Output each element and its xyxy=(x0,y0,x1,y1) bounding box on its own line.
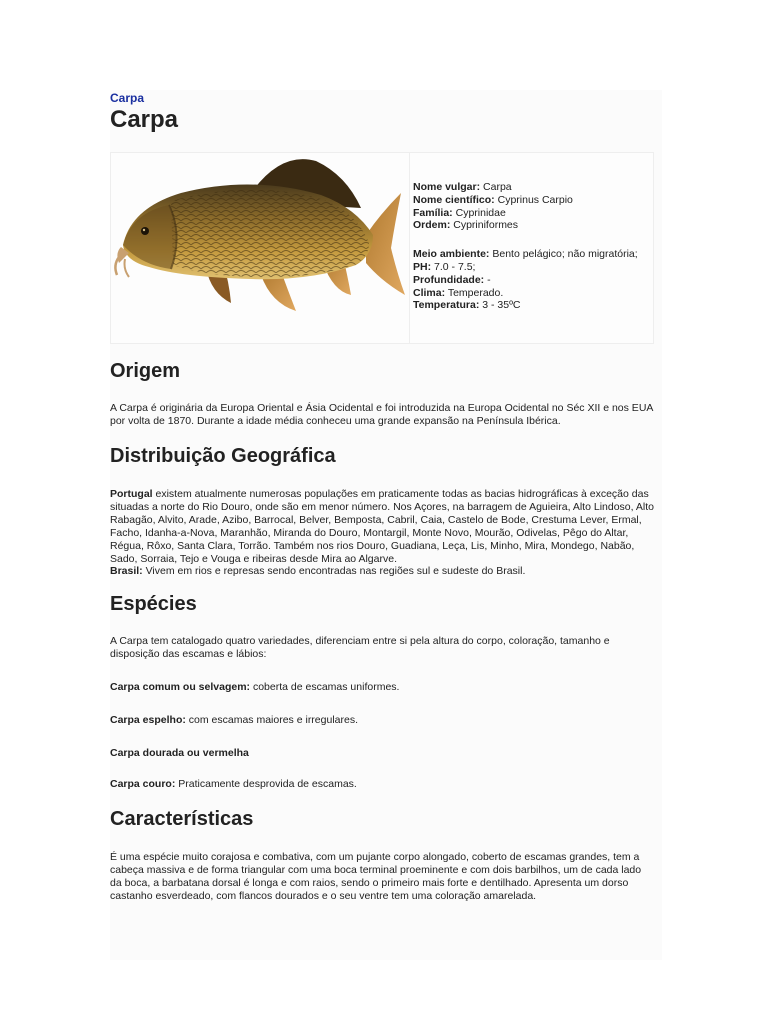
fact-row xyxy=(413,274,653,287)
fact-value: 7.0 - 7.5; xyxy=(431,260,476,273)
species-text: Praticamente desprovida de escamas. xyxy=(175,778,357,790)
fact-row xyxy=(413,207,653,220)
heading-especies: Espécies xyxy=(110,593,197,615)
fact-row xyxy=(413,181,653,194)
paragraph-caracteristicas: É uma espécie muito corajosa e combativa, com um pujante corpo alongado, coberto de escamas grandes, tem a cabeça massiva e de forma triangular com uma boca terminal proeminente e com dois barbilhos, um de cada lado da boca, a barbatana dorsal é longa e com raios, sendo o primeiro mais forte e dentilhado. Apresenta um dorso castanho esverdeado, com flancos dourados e o seu ventre tem uma coloração amarelada. xyxy=(110,851,642,902)
heading-caracteristicas: Características xyxy=(110,808,254,830)
carp-icon xyxy=(111,153,409,343)
fact-value: Cyprinidae xyxy=(452,206,506,219)
species-text: com escamas maiores e irregulares. xyxy=(185,714,359,726)
species-label: Carpa couro: xyxy=(110,778,176,790)
heading-origem: Origem xyxy=(110,360,181,382)
species-item xyxy=(110,714,655,727)
paragraph-especies-intro: A Carpa tem catalogado quatro variedades, diferenciam entre si pela altura do corpo, coloração, tamanho e disposição das escamas e lábios: xyxy=(110,635,610,660)
document-page xyxy=(110,90,662,960)
fact-label: PH: xyxy=(413,260,432,273)
fact-label: Profundidade: xyxy=(413,273,485,286)
fact-label: Nome vulgar: xyxy=(413,181,481,193)
fact-row xyxy=(413,261,653,274)
fact-row xyxy=(413,287,653,300)
fact-row xyxy=(413,194,653,207)
fact-label: Família: xyxy=(413,206,453,219)
fact-row xyxy=(413,219,653,232)
text-portugal: existem atualmente numerosas populações em praticamente todas as bacias hidrográficas à exceção das situadas a norte do Rio Douro, onde são em menor número. Nos Açores, na barragem de Aguieira, Alto Lindoso, Alto Rabagão, Alvito, Arade, Azibo, Barrocal, Belver, Bemposta, Cabril, Caia, Castelo de Bode, Crestuma Lever, Ermal, Facho, Idanha-a-Nova, Maranhão, Miranda do Douro, Montargil, Monte Novo, Mourão, Odivelas, Pêgo do Altar, Régua, Rôxo, Santa Clara, Torrão. Também nos rios Douro, Guadiana, Leça, Lis, Minho, Mira, Mondego, Nabão, Sado, Sorraia, Tejo e Vouga e ribeiras desde Mira ao Algarve. xyxy=(110,488,654,565)
species-text: coberta de escamas uniformes. xyxy=(250,681,400,693)
species-info-box xyxy=(110,152,654,344)
fact-row xyxy=(413,299,653,312)
fact-value: Cypriniformes xyxy=(450,219,519,232)
paragraph-distribuicao xyxy=(110,488,655,578)
fact-value: Cyprinus Carpio xyxy=(494,193,573,206)
species-label: Carpa espelho: xyxy=(110,714,186,726)
fact-spacer xyxy=(413,232,653,248)
text-brasil: Vivem em rios e represas sendo encontradas nas regiões sul e sudeste do Brasil. xyxy=(142,565,526,578)
paragraph-origem: A Carpa é originária da Europa Oriental e Ásia Ocidental e foi introduzida na Europa Ocidental no Séc XII e nos EUA por volta de 1870. Durante a idade média conheceu uma grande expansão na Península Ibérica. xyxy=(110,402,653,427)
species-label: Carpa comum ou selvagem: xyxy=(110,681,251,693)
species-item xyxy=(110,747,655,760)
fact-value: Bento pelágico; não migratória; xyxy=(489,248,638,261)
label-brasil: Brasil: xyxy=(110,565,143,578)
fact-value: 3 - 35ºC xyxy=(479,299,521,312)
fact-label: Ordem: xyxy=(413,219,451,232)
fact-value: Temperado. xyxy=(445,286,504,299)
carp-fish-illustration xyxy=(111,153,410,343)
species-item xyxy=(110,681,655,694)
species-item xyxy=(110,778,655,791)
fact-value: Carpa xyxy=(480,181,512,193)
fact-value: - xyxy=(484,273,491,286)
fact-label: Clima: xyxy=(413,286,446,299)
fact-label: Meio ambiente: xyxy=(413,248,490,261)
fact-label: Temperatura: xyxy=(413,299,480,312)
label-portugal: Portugal xyxy=(110,488,153,500)
breadcrumb-link[interactable]: Carpa xyxy=(110,91,145,105)
fact-row xyxy=(413,248,653,261)
fact-label: Nome científico: xyxy=(413,193,495,206)
heading-distribuicao: Distribuição Geográfica xyxy=(110,445,336,467)
species-facts xyxy=(413,181,653,312)
species-label: Carpa dourada ou vermelha xyxy=(110,747,249,759)
page-title: Carpa xyxy=(110,106,179,133)
